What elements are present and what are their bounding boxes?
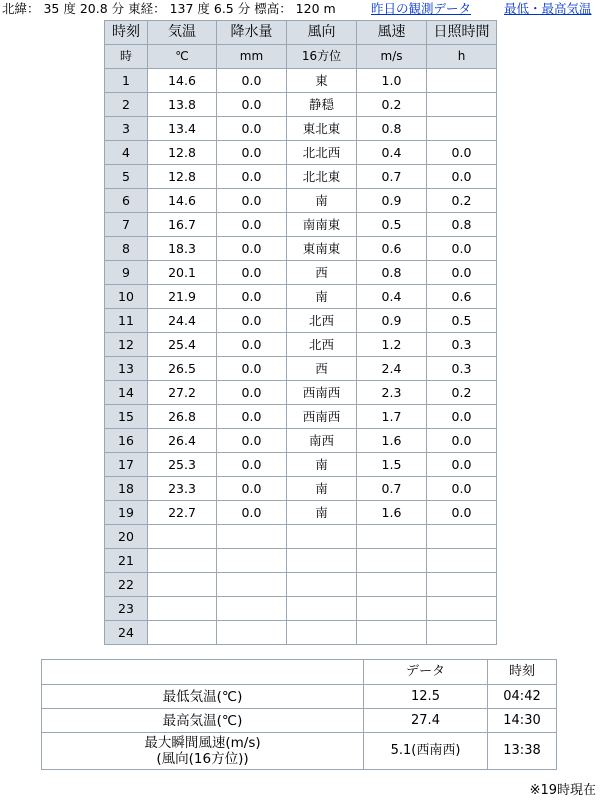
summary-value: 27.4 bbox=[364, 709, 488, 733]
data-cell bbox=[217, 573, 287, 597]
data-cell: 1.5 bbox=[357, 453, 427, 477]
data-cell: 0.0 bbox=[217, 117, 287, 141]
hour-cell: 14 bbox=[105, 381, 148, 405]
data-cell: 西南西 bbox=[287, 405, 357, 429]
data-cell bbox=[287, 597, 357, 621]
unit-cell: ℃ bbox=[148, 45, 217, 69]
data-cell: 西 bbox=[287, 261, 357, 285]
data-cell: 南西 bbox=[287, 429, 357, 453]
hour-cell: 20 bbox=[105, 525, 148, 549]
table-row bbox=[105, 621, 497, 645]
data-cell: 南 bbox=[287, 285, 357, 309]
hour-cell: 13 bbox=[105, 357, 148, 381]
data-cell: 0.0 bbox=[217, 93, 287, 117]
hour-cell: 24 bbox=[105, 621, 148, 645]
data-cell: 0.6 bbox=[427, 285, 497, 309]
summary-label bbox=[42, 733, 364, 770]
data-cell: 0.0 bbox=[427, 261, 497, 285]
data-cell: 南 bbox=[287, 477, 357, 501]
data-cell: 13.4 bbox=[148, 117, 217, 141]
summary-time: 14:30 bbox=[488, 709, 557, 733]
data-cell bbox=[287, 573, 357, 597]
data-cell: 0.4 bbox=[357, 285, 427, 309]
data-cell: 27.2 bbox=[148, 381, 217, 405]
unit-cell: m/s bbox=[357, 45, 427, 69]
table-row bbox=[105, 525, 497, 549]
table-row bbox=[105, 237, 497, 261]
data-cell: 0.0 bbox=[217, 285, 287, 309]
data-cell: 14.6 bbox=[148, 69, 217, 93]
data-cell: 0.0 bbox=[217, 309, 287, 333]
yesterday-data-link[interactable]: 昨日の観測データ bbox=[371, 1, 472, 16]
summary-label: 最低気温(℃) bbox=[42, 685, 364, 709]
summary-label: 最高気温(℃) bbox=[42, 709, 364, 733]
summary-time: 04:42 bbox=[488, 685, 557, 709]
hour-cell: 7 bbox=[105, 213, 148, 237]
hour-cell: 12 bbox=[105, 333, 148, 357]
unit-cell: 時 bbox=[105, 45, 148, 69]
summary-label-line: 最大瞬間風速(m/s) bbox=[144, 735, 261, 751]
unit-row bbox=[105, 45, 497, 69]
hour-cell: 2 bbox=[105, 93, 148, 117]
data-cell: 0.0 bbox=[217, 237, 287, 261]
data-cell bbox=[148, 621, 217, 645]
hour-cell: 18 bbox=[105, 477, 148, 501]
unit-cell: 16方位 bbox=[287, 45, 357, 69]
observation-rows bbox=[105, 69, 497, 645]
table-row bbox=[105, 213, 497, 237]
data-cell bbox=[287, 525, 357, 549]
data-cell bbox=[357, 597, 427, 621]
data-cell bbox=[148, 525, 217, 549]
data-cell bbox=[357, 549, 427, 573]
data-cell bbox=[357, 573, 427, 597]
data-cell bbox=[427, 525, 497, 549]
data-cell: 1.0 bbox=[357, 69, 427, 93]
summary-label-line: (風向(16方位)) bbox=[156, 751, 249, 767]
data-cell: 静穏 bbox=[287, 93, 357, 117]
data-cell: 0.0 bbox=[217, 501, 287, 525]
time-note: ※19時現在 bbox=[529, 783, 596, 798]
summary-value: 12.5 bbox=[364, 685, 488, 709]
table-row bbox=[105, 573, 497, 597]
data-cell: 南 bbox=[287, 501, 357, 525]
data-cell: 16.7 bbox=[148, 213, 217, 237]
data-cell: 12.8 bbox=[148, 141, 217, 165]
data-cell: 0.0 bbox=[217, 405, 287, 429]
data-cell: 0.9 bbox=[357, 309, 427, 333]
data-cell: 0.2 bbox=[427, 189, 497, 213]
data-cell: 東北東 bbox=[287, 117, 357, 141]
min-max-temperature-link[interactable]: 最低・最高気温 bbox=[504, 1, 592, 16]
table-row bbox=[105, 165, 497, 189]
data-cell bbox=[217, 621, 287, 645]
summary-row-max-temp bbox=[42, 709, 557, 733]
data-cell: 1.7 bbox=[357, 405, 427, 429]
data-cell: 0.3 bbox=[427, 357, 497, 381]
table-row bbox=[105, 429, 497, 453]
data-cell: 0.0 bbox=[217, 69, 287, 93]
header-cell: 日照時間 bbox=[427, 21, 497, 45]
summary-table bbox=[41, 659, 557, 770]
table-row bbox=[105, 141, 497, 165]
data-cell: 23.3 bbox=[148, 477, 217, 501]
data-cell: 0.9 bbox=[357, 189, 427, 213]
data-cell: 0.0 bbox=[427, 141, 497, 165]
data-cell: 0.7 bbox=[357, 477, 427, 501]
unit-cell: mm bbox=[217, 45, 287, 69]
data-cell: 25.3 bbox=[148, 453, 217, 477]
data-cell: 0.0 bbox=[217, 189, 287, 213]
data-cell: 0.0 bbox=[217, 141, 287, 165]
header-cell: 降水量 bbox=[217, 21, 287, 45]
data-cell: 0.0 bbox=[427, 237, 497, 261]
data-cell: 北西 bbox=[287, 333, 357, 357]
data-cell: 18.3 bbox=[148, 237, 217, 261]
data-cell bbox=[217, 525, 287, 549]
data-cell bbox=[427, 621, 497, 645]
table-row bbox=[105, 93, 497, 117]
hour-cell: 1 bbox=[105, 69, 148, 93]
data-cell bbox=[287, 621, 357, 645]
data-cell bbox=[148, 573, 217, 597]
summary-header-row bbox=[42, 660, 557, 685]
hour-cell: 10 bbox=[105, 285, 148, 309]
data-cell bbox=[427, 93, 497, 117]
data-cell: 0.0 bbox=[217, 333, 287, 357]
data-cell bbox=[357, 621, 427, 645]
summary-header-data: データ bbox=[364, 660, 488, 685]
data-cell: 0.8 bbox=[357, 261, 427, 285]
summary-header-blank bbox=[42, 660, 364, 685]
table-row bbox=[105, 597, 497, 621]
table-row bbox=[105, 381, 497, 405]
data-cell: 0.7 bbox=[357, 165, 427, 189]
hour-cell: 23 bbox=[105, 597, 148, 621]
hour-cell: 22 bbox=[105, 573, 148, 597]
data-cell: 0.8 bbox=[427, 213, 497, 237]
summary-row-max-gust bbox=[42, 733, 557, 770]
data-cell: 南南東 bbox=[287, 213, 357, 237]
data-cell: 0.5 bbox=[357, 213, 427, 237]
data-cell: 0.0 bbox=[427, 405, 497, 429]
data-cell: 26.5 bbox=[148, 357, 217, 381]
summary-time: 13:38 bbox=[488, 733, 557, 770]
table-row bbox=[105, 285, 497, 309]
data-cell: 2.3 bbox=[357, 381, 427, 405]
hour-cell: 6 bbox=[105, 189, 148, 213]
hour-cell: 16 bbox=[105, 429, 148, 453]
hour-cell: 11 bbox=[105, 309, 148, 333]
table-row bbox=[105, 453, 497, 477]
hour-cell: 9 bbox=[105, 261, 148, 285]
unit-cell: h bbox=[427, 45, 497, 69]
data-cell: 20.1 bbox=[148, 261, 217, 285]
data-cell bbox=[287, 549, 357, 573]
header-cell: 気温 bbox=[148, 21, 217, 45]
data-cell: 2.4 bbox=[357, 357, 427, 381]
data-cell: 0.3 bbox=[427, 333, 497, 357]
data-cell: 1.2 bbox=[357, 333, 427, 357]
data-cell: 0.0 bbox=[217, 357, 287, 381]
data-cell: 1.6 bbox=[357, 501, 427, 525]
data-cell: 13.8 bbox=[148, 93, 217, 117]
hour-cell: 19 bbox=[105, 501, 148, 525]
data-cell: 0.0 bbox=[427, 453, 497, 477]
data-cell bbox=[427, 549, 497, 573]
data-cell bbox=[148, 597, 217, 621]
location-info: 北緯： 35 度 20.8 分 東経： 137 度 6.5 分 標高： 120 m bbox=[2, 1, 336, 16]
data-cell: 22.7 bbox=[148, 501, 217, 525]
data-cell: 0.0 bbox=[427, 477, 497, 501]
data-cell: 北西 bbox=[287, 309, 357, 333]
data-cell: 0.0 bbox=[217, 429, 287, 453]
table-row bbox=[105, 309, 497, 333]
table-row bbox=[105, 261, 497, 285]
data-cell: 24.4 bbox=[148, 309, 217, 333]
data-cell bbox=[217, 549, 287, 573]
header-cell: 風向 bbox=[287, 21, 357, 45]
data-cell: 0.0 bbox=[217, 381, 287, 405]
header-row bbox=[105, 21, 497, 45]
data-cell: 0.0 bbox=[217, 261, 287, 285]
table-row bbox=[105, 117, 497, 141]
table-row bbox=[105, 405, 497, 429]
header-cell: 風速 bbox=[357, 21, 427, 45]
data-cell: 0.2 bbox=[427, 381, 497, 405]
data-cell: 0.2 bbox=[357, 93, 427, 117]
hour-cell: 17 bbox=[105, 453, 148, 477]
hour-cell: 8 bbox=[105, 237, 148, 261]
data-cell bbox=[427, 597, 497, 621]
table-row bbox=[105, 69, 497, 93]
data-cell: 北北西 bbox=[287, 141, 357, 165]
data-cell: 0.8 bbox=[357, 117, 427, 141]
summary-row-min-temp bbox=[42, 685, 557, 709]
data-cell bbox=[427, 117, 497, 141]
table-row bbox=[105, 501, 497, 525]
hour-cell: 5 bbox=[105, 165, 148, 189]
summary-value: 5.1(西南西) bbox=[364, 733, 488, 770]
hour-cell: 15 bbox=[105, 405, 148, 429]
data-cell: 南 bbox=[287, 453, 357, 477]
data-cell: 南 bbox=[287, 189, 357, 213]
data-cell: 14.6 bbox=[148, 189, 217, 213]
data-cell: 26.8 bbox=[148, 405, 217, 429]
data-cell: 1.6 bbox=[357, 429, 427, 453]
data-cell: 0.4 bbox=[357, 141, 427, 165]
table-row bbox=[105, 189, 497, 213]
data-cell: 東南東 bbox=[287, 237, 357, 261]
table-row bbox=[105, 549, 497, 573]
data-cell: 0.0 bbox=[427, 501, 497, 525]
table-row bbox=[105, 357, 497, 381]
data-cell: 25.4 bbox=[148, 333, 217, 357]
data-cell: 0.0 bbox=[217, 477, 287, 501]
data-cell: 西南西 bbox=[287, 381, 357, 405]
data-cell bbox=[427, 69, 497, 93]
hour-cell: 21 bbox=[105, 549, 148, 573]
hour-cell: 4 bbox=[105, 141, 148, 165]
location-bar bbox=[2, 1, 600, 17]
data-cell: 0.6 bbox=[357, 237, 427, 261]
data-cell bbox=[148, 549, 217, 573]
data-cell: 21.9 bbox=[148, 285, 217, 309]
table-row bbox=[105, 477, 497, 501]
header-cell: 時刻 bbox=[105, 21, 148, 45]
data-cell: 26.4 bbox=[148, 429, 217, 453]
data-cell: 北北東 bbox=[287, 165, 357, 189]
summary-header-time: 時刻 bbox=[488, 660, 557, 685]
data-cell bbox=[427, 573, 497, 597]
table-row bbox=[105, 333, 497, 357]
data-cell: 0.0 bbox=[427, 429, 497, 453]
data-cell: 0.0 bbox=[217, 165, 287, 189]
data-cell: 12.8 bbox=[148, 165, 217, 189]
data-cell: 0.0 bbox=[427, 165, 497, 189]
data-cell: 西 bbox=[287, 357, 357, 381]
observation-table bbox=[104, 20, 497, 645]
data-cell: 0.0 bbox=[217, 213, 287, 237]
data-cell: 0.0 bbox=[217, 453, 287, 477]
data-cell bbox=[357, 525, 427, 549]
data-cell: 東 bbox=[287, 69, 357, 93]
data-cell bbox=[217, 597, 287, 621]
data-cell: 0.5 bbox=[427, 309, 497, 333]
hour-cell: 3 bbox=[105, 117, 148, 141]
